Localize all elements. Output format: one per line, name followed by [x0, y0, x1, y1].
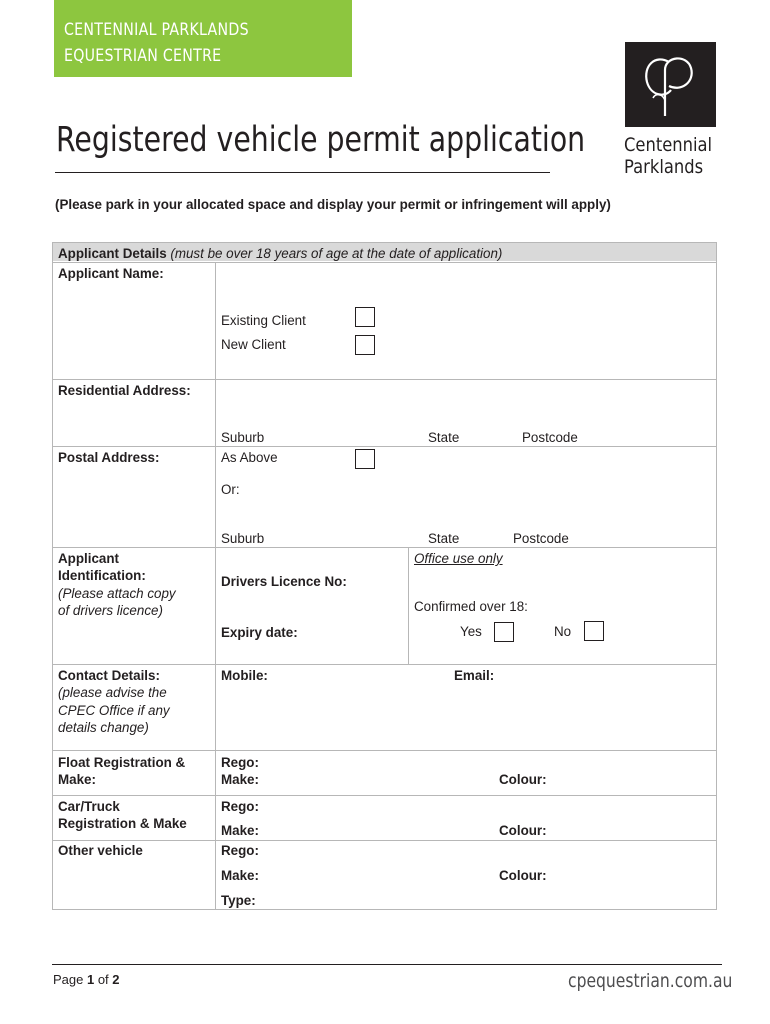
contact-note-2: CPEC Office if any [58, 703, 170, 718]
contact-note-1: (please advise the [58, 685, 167, 700]
car-make-label: Make: [221, 823, 259, 838]
as-above-label: As Above [221, 450, 278, 465]
postal-suburb-label: Suburb [221, 531, 265, 546]
page-subtitle: (Please park in your allocated space and display your permit or infringement will apply) [55, 197, 611, 212]
new-client-checkbox[interactable] [355, 335, 375, 355]
applicant-name-label: Applicant Name: [58, 266, 164, 281]
column-divider [215, 262, 216, 909]
row-divider [53, 750, 716, 751]
other-colour-label: Colour: [499, 868, 547, 883]
other-rego-label: Rego: [221, 843, 259, 858]
row-divider [53, 795, 716, 796]
logo-wordmark-line-1: Centennial [624, 134, 713, 156]
other-type-label: Type: [221, 893, 256, 908]
car-registration-label-1: Car/Truck [58, 799, 120, 814]
page-title: Registered vehicle permit application [56, 120, 586, 160]
yes-checkbox[interactable] [494, 622, 514, 642]
residential-postcode-label: Postcode [522, 430, 578, 445]
cp-monogram-icon [625, 42, 716, 127]
other-make-label: Make: [221, 868, 259, 883]
car-colour-label: Colour: [499, 823, 547, 838]
email-label: Email: [454, 668, 495, 683]
confirmed-over-18-label: Confirmed over 18: [414, 599, 528, 614]
contact-note-3: details change) [58, 720, 149, 735]
postal-state-label: State [428, 531, 460, 546]
row-divider [53, 379, 215, 380]
row-divider [53, 664, 716, 665]
no-label: No [554, 624, 572, 639]
yes-label: Yes [460, 624, 482, 639]
existing-client-label: Existing Client [221, 313, 306, 328]
form-header [58, 245, 502, 262]
row-divider [53, 446, 716, 447]
website-url: cpequestrian.com.au [568, 970, 733, 992]
drivers-licence-label: Drivers Licence No: [221, 574, 347, 589]
banner-line-1: CENTENNIAL PARKLANDS [64, 20, 249, 39]
identification-label-2: Identification: [58, 568, 146, 583]
postal-address-label: Postal Address: [58, 450, 160, 465]
identification-label-1: Applicant [58, 551, 120, 566]
car-rego-label: Rego: [221, 799, 259, 814]
row-divider [53, 547, 716, 548]
existing-client-checkbox[interactable] [355, 307, 375, 327]
float-make-label: Make: [221, 772, 259, 787]
column-divider [408, 547, 409, 664]
as-above-checkbox[interactable] [355, 449, 375, 469]
row-divider [53, 262, 716, 263]
title-divider [55, 172, 550, 173]
expiry-date-label: Expiry date: [221, 625, 298, 640]
no-checkbox[interactable] [584, 621, 604, 641]
car-registration-label-2: Registration & Make [58, 816, 187, 831]
identification-note-2: of drivers licence) [58, 603, 163, 618]
logo-wordmark-line-2: Parklands [624, 156, 704, 178]
new-client-label: New Client [221, 337, 286, 352]
page-number-text: Page 1 of 2 [53, 972, 120, 987]
residential-suburb-label: Suburb [221, 430, 265, 445]
contact-details-label: Contact Details: [58, 668, 160, 683]
identification-note-1: (Please attach copy [58, 586, 176, 601]
brand-banner [54, 0, 352, 77]
other-vehicle-label: Other vehicle [58, 843, 143, 858]
banner-line-2: EQUESTRIAN CENTRE [64, 46, 222, 65]
office-use-only-label: Office use only [414, 551, 503, 566]
or-label: Or: [221, 482, 240, 497]
application-form-table [52, 242, 717, 910]
footer-divider [52, 964, 722, 965]
float-registration-label-2: Make: [58, 772, 96, 787]
float-registration-label-1: Float Registration & [58, 755, 186, 770]
page-number [53, 972, 120, 987]
residential-address-label: Residential Address: [58, 383, 191, 398]
centennial-parklands-logo [625, 42, 716, 127]
float-rego-label: Rego: [221, 755, 259, 770]
form-header-title: Applicant Details [58, 246, 167, 261]
residential-state-label: State [428, 430, 460, 445]
logo-wordmark [624, 134, 712, 178]
row-divider [215, 379, 716, 380]
form-header-note: (must be over 18 years of age at the date of application) [170, 246, 503, 261]
postal-postcode-label: Postcode [513, 531, 569, 546]
row-divider [53, 840, 716, 841]
float-colour-label: Colour: [499, 772, 547, 787]
mobile-label: Mobile: [221, 668, 268, 683]
